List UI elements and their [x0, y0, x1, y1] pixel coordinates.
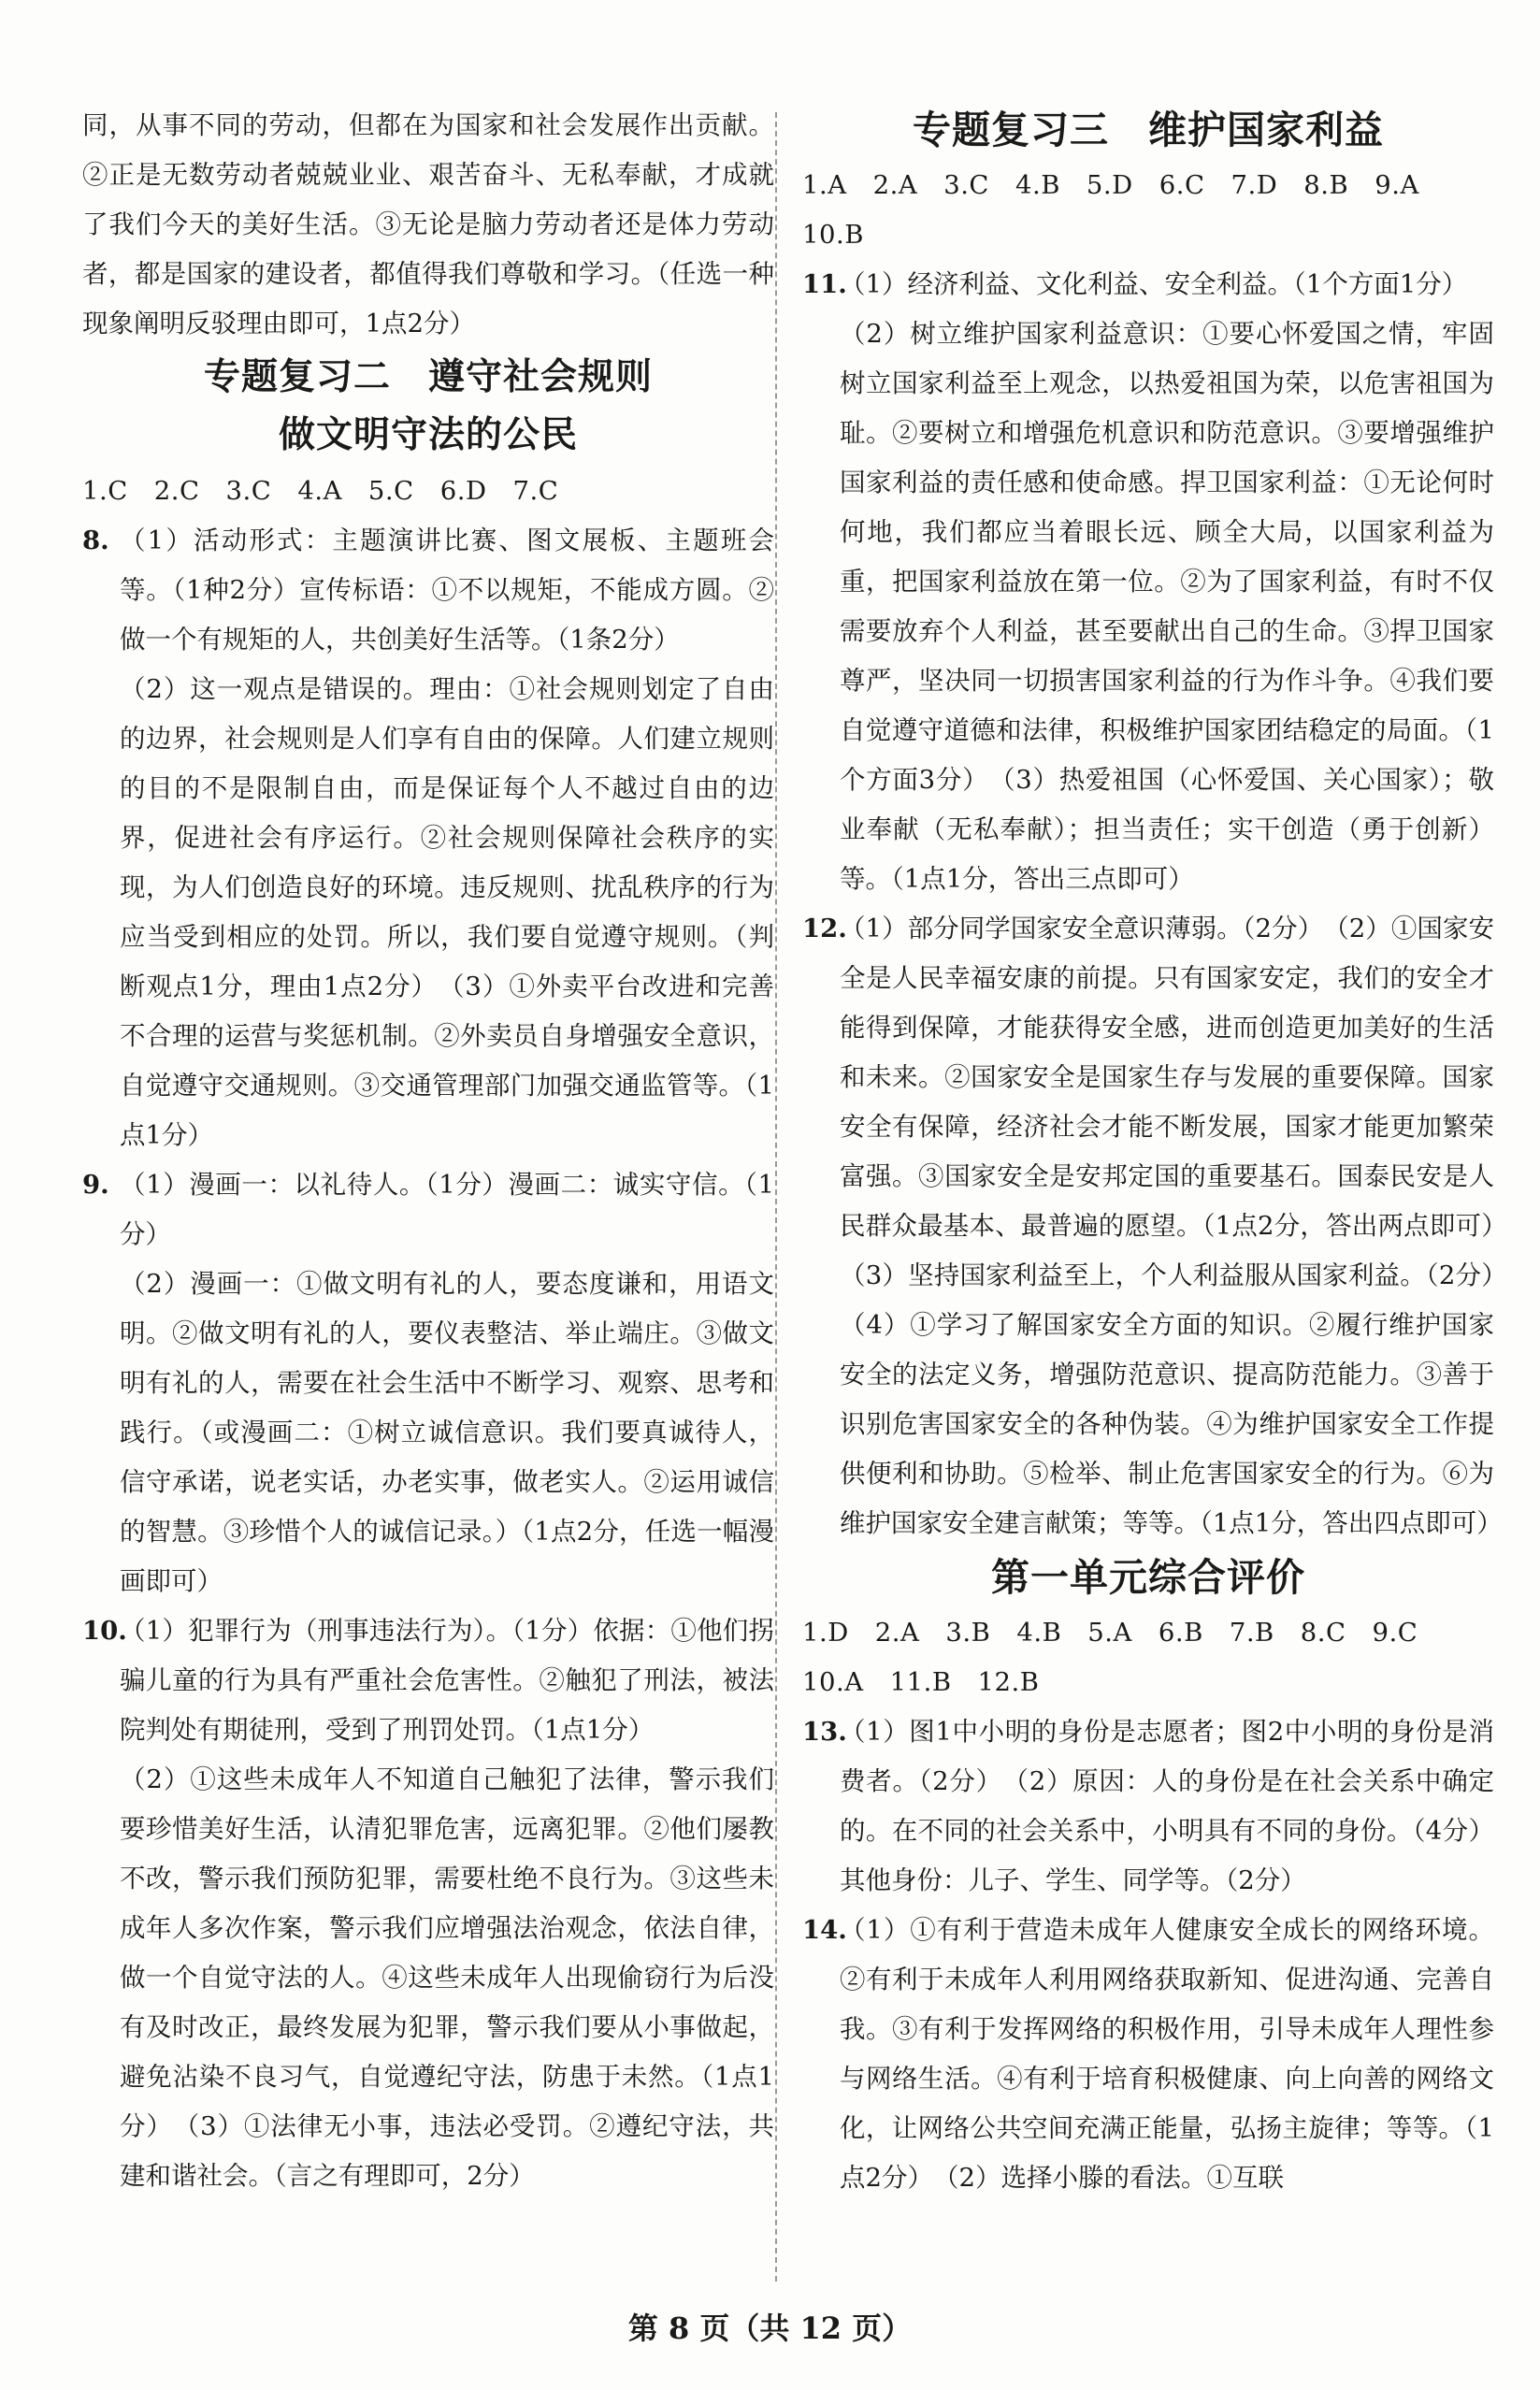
question-8-part1: （1）活动形式：主题演讲比赛、图文展板、主题班会等。（1种2分）宣传标语：①不以规矩，不能成方圆。②做一个有规矩的人，共创美好生活等。（1条2分） [120, 526, 774, 655]
question-12 [802, 904, 1520, 1548]
column-divider [775, 112, 777, 2282]
question-number: 11. [802, 269, 847, 299]
question-number: 10. [82, 1616, 127, 1646]
question-12-text: （1）部分同学国家安全意识薄弱。（2分） （2）①国家安全是人民幸福安康的前提。只有国家安定，我们的安全才能得到保障，才能获得安全感，进而创造更加美好的生活和未来。②国家安全是国家生存与发展的重要保障。国家安全有保障，经济社会才能不断发展，国家才能更加繁荣富强。③国家安全是安邦定国的重要基石。国泰民安是人民群众最基本、最普遍的愿望。（1点2分，答出两点即可） （3）坚持国家利益至上，个人利益服从国家利益。（2分） （4）①学习了解国家安全方面的知识。②履行维护国家安全的法定义务，增强防范意识、提高防范能力。③善于识别危害国家安全的各种伪装。④为维护国家安全工作提供便利和协助。⑤检举、制止危害国家安全的行为。⑥为维护国家安全建言献策；等等。（1点1分，答出四点即可） [840, 914, 1520, 1538]
question-10-part2: （2）①这些未成年人不知道自己触犯了法律，警示我们要珍惜美好生活，认清犯罪危害，远离犯罪。②他们屡教不改，警示我们预防犯罪，需要杜绝不良行为。③这些未成年人多次作案，警示我们应增强法治观念，依法自律，做一个自觉守法的人。④这些未成年人出现偷窃行为后没有及时改正，最终发展为犯罪，警示我们要从小事做起，避免沾染不良习气，自觉遵纪守法，防患于未然。（1点1分） （3）①法律无小事，违法必受罚。②遵纪守法，共建和谐社会。（言之有理即可，2分） [120, 1764, 774, 2191]
section-title-2-line1: 专题复习二 遵守社会规则 [203, 356, 653, 398]
question-9-part1: （1）漫画一：以礼待人。（1分）漫画二：诚实守信。（1分） [120, 1170, 774, 1249]
question-11-part2: （2）树立维护国家利益意识：①要心怀爱国之情，牢固树立国家利益至上观念，以热爱祖国为荣，以危害祖国为耻。②要树立和增强危机意识和防范意识。③要增强维护国家利益的责任感和使命感。捍卫国家利益：①无论何时何地，我们都应当着眼长远、顾全大局，以国家利益为重，把国家利益放在第一位。②为了国家利益，有时不仅需要放弃个人利益，甚至要献出自己的生命。③捍卫国家尊严，坚决同一切损害国家利益的行为作斗争。④我们要自觉遵守道德和法律，积极维护国家团结稳定的局面。（1个方面3分） （3）热爱祖国（心怀爱国、关心国家）；敬业奉献（无私奉献）；担当责任；实干创造（勇于创新）等。（1点1分，答出三点即可） [840, 319, 1494, 894]
question-11-part1: （1）经济利益、文化利益、安全利益。（1个方面1分） [840, 269, 1468, 299]
question-number: 9. [82, 1170, 109, 1200]
question-9 [82, 1160, 774, 1606]
unit-choice-answers-line2: 10.A 11.B 12.B [802, 1667, 1040, 1697]
question-13-text: （1）图1中小明的身份是志愿者；图2中小明的身份是消费者。（2分） （2）原因：人的身份是在社会关系中确定的。在不同的社会关系中，小明具有不同的身份。（4分）其他身份：儿子、学生、同学等。（2分） [840, 1717, 1494, 1895]
question-11 [802, 260, 1494, 904]
section-title-2-line2: 做文明守法的公民 [278, 414, 578, 456]
question-number: 8. [82, 526, 109, 555]
question-14-text: （1）①有利于营造未成年人健康安全成长的网络环境。②有利于未成年人利用网络获取新知、促进沟通、完善自我。③有利于发挥网络的积极作用，引导未成年人理性参与网络生活。④有利于培育积极健康、向上向善的网络文化，让网络公共空间充满正能量，弘扬主旋律；等等。（1点2分） （2）选择小滕的看法。①互联 [840, 1915, 1494, 2193]
question-8-part2: （2）这一观点是错误的。理由：①社会规则划定了自由的边界，社会规则是人们享有自由的保障。人们建立规则的目的不是限制自由，而是保证每个人不越过自由的边界，促进社会有序运行。②社会规则保障社会秩序的实现，为人们创造良好的环境。违反规则、扰乱秩序的行为应当受到相应的处罚。所以，我们要自觉遵守规则。（判断观点1分，理由1点2分） （3）①外卖平台改进和完善不合理的运营与奖惩机制。②外卖员自身增强安全意识，自觉遵守交通规则。③交通管理部门加强交通监管等。（1点1分） [120, 674, 774, 1150]
question-number: 12. [802, 914, 847, 943]
question-number: 13. [802, 1717, 847, 1747]
unit-choice-answers-line1: 1.D 2.A 3.B 4.B 5.A 6.B 7.B 8.C 9.C [802, 1618, 1418, 1648]
choice-answers: 1.C 2.C 3.C 4.A 5.C 6.D 7.C [82, 476, 559, 506]
question-8 [82, 516, 774, 1160]
question-number: 14. [802, 1915, 847, 1945]
right-column [802, 101, 1520, 2203]
question-14 [802, 1906, 1494, 2203]
section-title-3: 专题复习三 维护国家利益 [913, 108, 1384, 152]
question-13 [802, 1707, 1494, 1906]
question-10 [82, 1606, 774, 2201]
intro-text: 同，从事不同的劳动，但都在为国家和社会发展作出贡献。②正是无数劳动者兢兢业业、艰苦奋斗、无私奉献，才成就了我们今天的美好生活。③无论是脑力劳动者还是体力劳动者，都是国家的建设者，都值得我们尊敬和学习。（任选一种现象阐明反驳理由即可，1点2分） [82, 110, 774, 338]
choice-answers-line2: 10.B [802, 220, 864, 250]
page-number-footer: 第 8 页（共 12 页） [627, 2311, 913, 2346]
unit-title: 第一单元综合评价 [991, 1555, 1305, 1600]
left-column [82, 101, 774, 2201]
question-9-part2: （2）漫画一：①做文明有礼的人，要态度谦和，用语文明。②做文明有礼的人，要仪表整洁、举止端庄。③做文明有礼的人，需要在社会生活中不断学习、观察、思考和践行。（或漫画二：①树立诚信意识。我们要真诚待人，信守承诺，说老实话，办老实事，做老实人。②运用诚信的智慧。③珍惜个人的诚信记录。）（1点2分，任选一幅漫画即可） [120, 1269, 774, 1596]
choice-answers-line1: 1.A 2.A 3.C 4.B 5.D 6.C 7.D 8.B 9.A [802, 170, 1419, 200]
question-10-part1: （1）犯罪行为（刑事违法行为）。（1分）依据：①他们拐骗儿童的行为具有严重社会危害性。②触犯了刑法，被法院判处有期徒刑，受到了刑罚处罚。（1点1分） [120, 1616, 774, 1745]
